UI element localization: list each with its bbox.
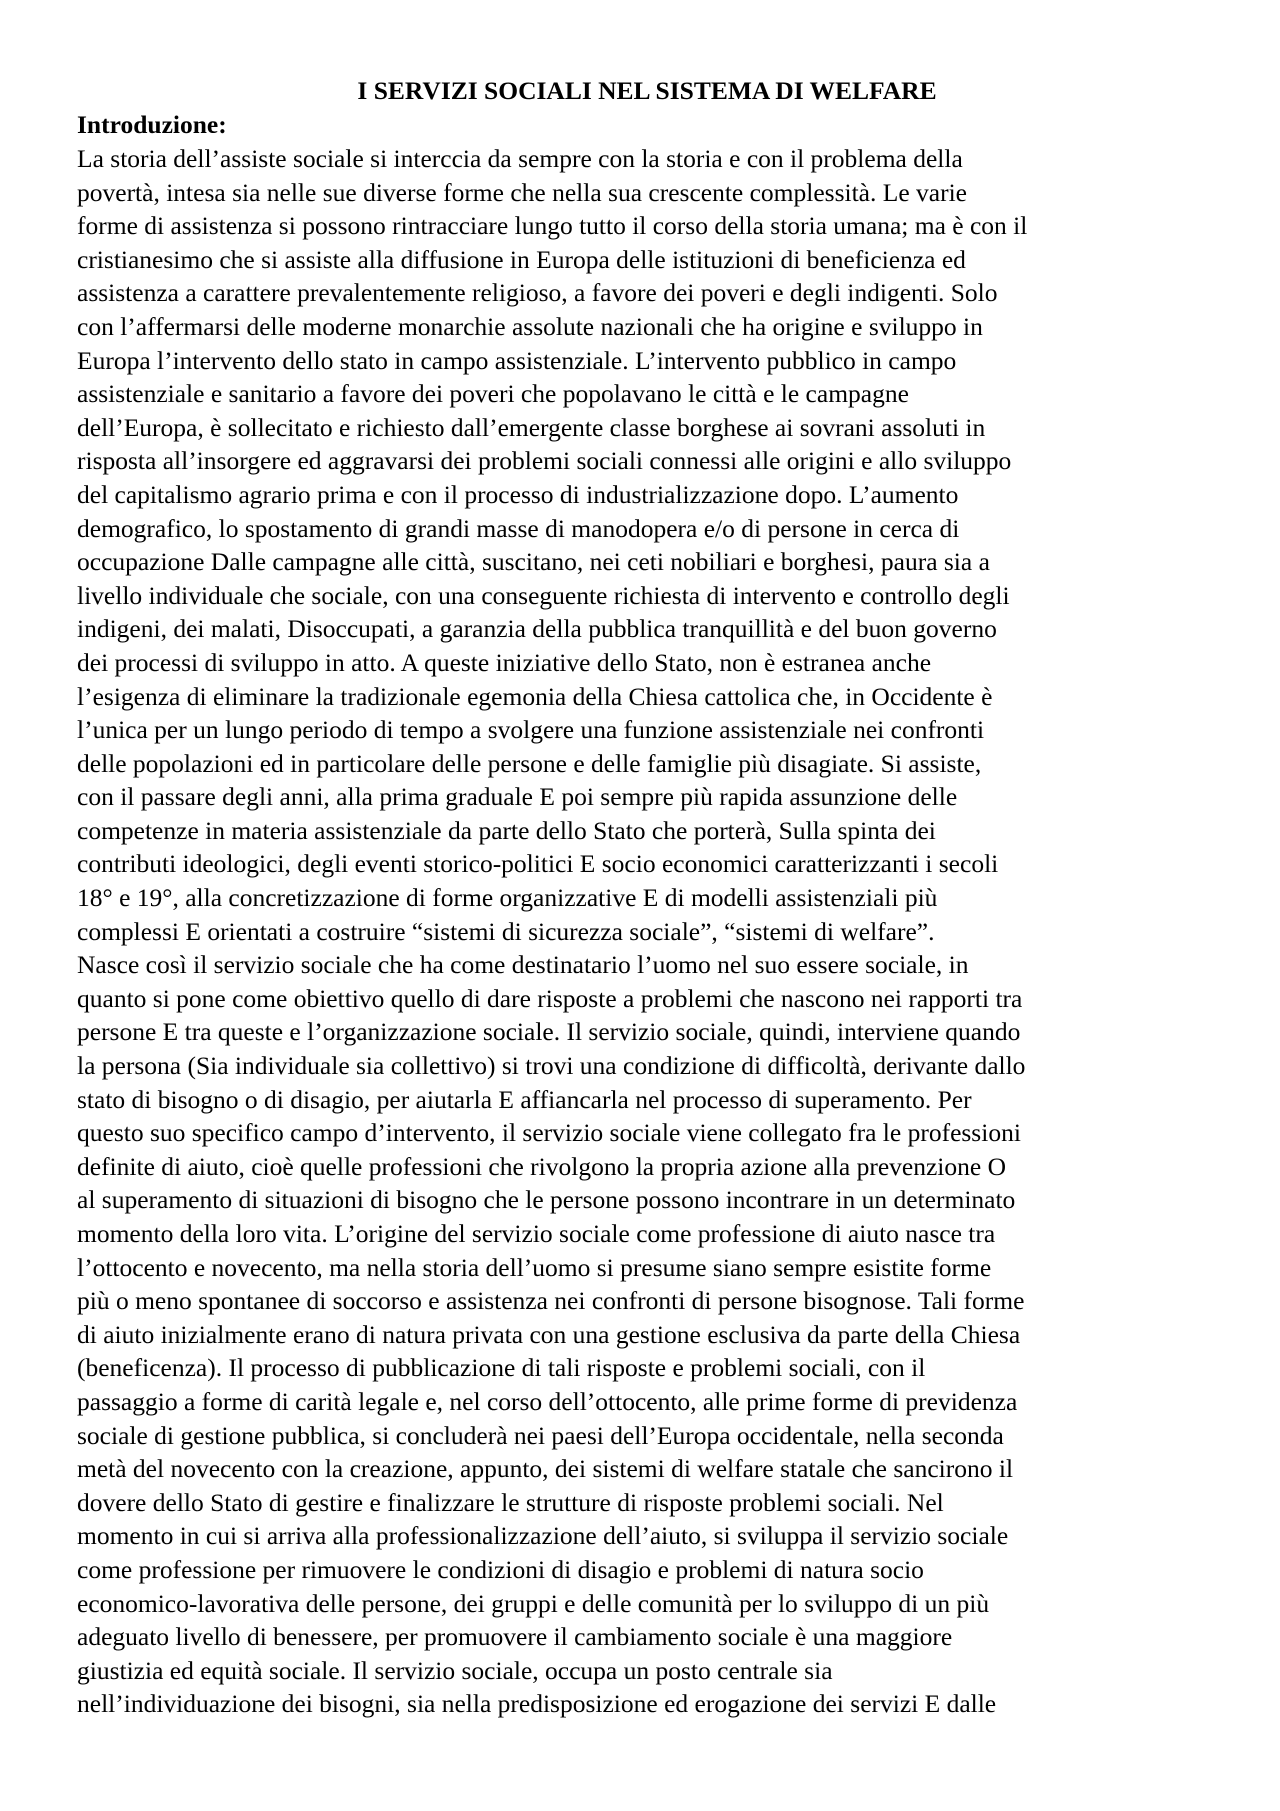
text-line: forme di assistenza si possono rintracciare lungo tutto il corso della storia umana; ma è con il bbox=[77, 211, 1028, 241]
text-line: persone E tra queste e l’organizzazione sociale. Il servizio sociale, quindi, interviene quando bbox=[77, 1017, 1021, 1047]
text-line: nell’individuazione dei bisogni, sia nella predisposizione ed erogazione dei servizi E dalle bbox=[77, 1689, 997, 1719]
text-line: competenze in materia assistenziale da parte dello Stato che porterà, Sulla spinta dei bbox=[77, 815, 936, 845]
text-line: 18° e 19°, alla concretizzazione di forme organizzative E di modelli assistenziali più bbox=[77, 883, 938, 913]
document-title: I SERVIZI SOCIALI NEL SISTEMA DI WELFARE bbox=[357, 76, 937, 105]
text-line: indigeni, dei malati, Disoccupati, a garanzia della pubblica tranquillità e del buon governo bbox=[77, 614, 997, 644]
text-line: con l’affermarsi delle moderne monarchie assolute nazionali che ha origine e sviluppo in bbox=[77, 311, 983, 341]
text-line: la persona (Sia individuale sia collettivo) si trovi una condizione di difficoltà, derivante dallo bbox=[77, 1051, 1026, 1081]
text-line: povertà, intesa sia nelle sue diverse forme che nella sua crescente complessità. Le varie bbox=[77, 177, 967, 207]
text-line: occupazione Dalle campagne alle città, suscitano, nei ceti nobiliari e borghesi, paura sia a bbox=[77, 547, 990, 577]
text-line: dei processi di sviluppo in atto. A queste iniziative dello Stato, non è estranea anche bbox=[77, 647, 932, 677]
text-line: del capitalismo agrario prima e con il processo di industrializzazione dopo. L’aumento bbox=[77, 479, 959, 509]
text-line: assistenziale e sanitario a favore dei poveri che popolavano le città e le campagne bbox=[77, 379, 909, 409]
text-line: sociale di gestione pubblica, si concluderà nei paesi dell’Europa occidentale, nella seconda bbox=[77, 1420, 1004, 1450]
text-line: assistenza a carattere prevalentemente religioso, a favore dei poveri e degli indigenti. Solo bbox=[77, 278, 998, 308]
text-line: al superamento di situazioni di bisogno che le persone possono incontrare in un determinato bbox=[77, 1185, 1016, 1215]
text-line: risposta all’insorgere ed aggravarsi dei problemi sociali connessi alle origini e allo sviluppo bbox=[77, 446, 1012, 476]
text-line: più o meno spontanee di soccorso e assistenza nei confronti di persone bisognose. Tali forme bbox=[77, 1286, 1025, 1316]
text-line: quanto si pone come obiettivo quello di dare risposte a problemi che nascono nei rapporti tra bbox=[77, 983, 1023, 1013]
text-line: giustizia ed equità sociale. Il servizio sociale, occupa un posto centrale sia bbox=[77, 1655, 833, 1685]
text-line: come professione per rimuovere le condizioni di disagio e problemi di natura socio bbox=[77, 1554, 924, 1584]
text-line: adeguato livello di benessere, per promuovere il cambiamento sociale è una maggiore bbox=[77, 1622, 953, 1652]
text-line: stato di bisogno o di disagio, per aiutarla E affiancarla nel processo di superamento. Per bbox=[77, 1084, 972, 1114]
text-line: economico-lavorativa delle persone, dei gruppi e delle comunità per lo sviluppo di un più bbox=[77, 1588, 990, 1618]
text-line: l’ottocento e novecento, ma nella storia dell’uomo si presume siano sempre esistite forme bbox=[77, 1252, 992, 1282]
text-line: delle popolazioni ed in particolare delle persone e delle famiglie più disagiate. Si assiste, bbox=[77, 748, 982, 778]
body-text bbox=[77, 142, 1207, 1721]
text-line: questo suo specifico campo d’intervento, il servizio sociale viene collegato fra le professioni bbox=[77, 1118, 1021, 1148]
text-line: contributi ideologici, degli eventi storico-politici E socio economici caratterizzanti i secoli bbox=[77, 849, 999, 879]
text-line: Nasce così il servizio sociale che ha come destinatario l’uomo nel suo essere sociale, in bbox=[77, 950, 969, 980]
text-line: l’unica per un lungo periodo di tempo a svolgere una funzione assistenziale nei confronti bbox=[77, 715, 985, 745]
text-line: (beneficenza). Il processo di pubblicazione di tali risposte e problemi sociali, con il bbox=[77, 1353, 926, 1383]
text-line: l’esigenza di eliminare la tradizionale egemonia della Chiesa cattolica che, in Occidente è bbox=[77, 681, 993, 711]
text-line: cristianesimo che si assiste alla diffusione in Europa delle istituzioni di beneficienza ed bbox=[77, 244, 966, 274]
text-line: metà del novecento con la creazione, appunto, dei sistemi di welfare statale che sancirono il bbox=[77, 1454, 1014, 1484]
text-line: complessi E orientati a costruire “sistemi di sicurezza sociale”, “sistemi di welfare”. bbox=[77, 916, 935, 946]
text-line: demografico, lo spostamento di grandi masse di manodopera e/o di persone in cerca di bbox=[77, 513, 960, 543]
text-line: dovere dello Stato di gestire e finalizzare le strutture di risposte problemi sociali. Nel bbox=[77, 1487, 944, 1517]
text-line: con il passare degli anni, alla prima graduale E poi sempre più rapida assunzione delle bbox=[77, 782, 958, 812]
text-line: momento in cui si arriva alla professionalizzazione dell’aiuto, si sviluppa il servizio sociale bbox=[77, 1521, 1009, 1551]
text-line: Europa l’intervento dello stato in campo assistenziale. L’intervento pubblico in campo bbox=[77, 345, 957, 375]
text-line: La storia dell’assiste sociale si interccia da sempre con la storia e con il problema della bbox=[77, 144, 963, 173]
text-line: passaggio a forme di carità legale e, nel corso dell’ottocento, alle prime forme di previdenza bbox=[77, 1386, 1018, 1416]
text-line: momento della loro vita. L’origine del servizio sociale come professione di aiuto nasce tra bbox=[77, 1219, 996, 1248]
text-line: livello individuale che sociale, con una conseguente richiesta di intervento e controllo degli bbox=[77, 580, 1010, 610]
document-body bbox=[77, 74, 1207, 1721]
section-heading: Introduzione: bbox=[77, 110, 227, 139]
text-line: dell’Europa, è sollecitato e richiesto dall’emergente classe borghese ai sovrani assoluti in bbox=[77, 412, 986, 442]
text-line: di aiuto inizialmente erano di natura privata con una gestione esclusiva da parte della Chiesa bbox=[77, 1319, 1021, 1349]
text-line: definite di aiuto, cioè quelle professioni che rivolgono la propria azione alla prevenzione O bbox=[77, 1151, 1006, 1181]
